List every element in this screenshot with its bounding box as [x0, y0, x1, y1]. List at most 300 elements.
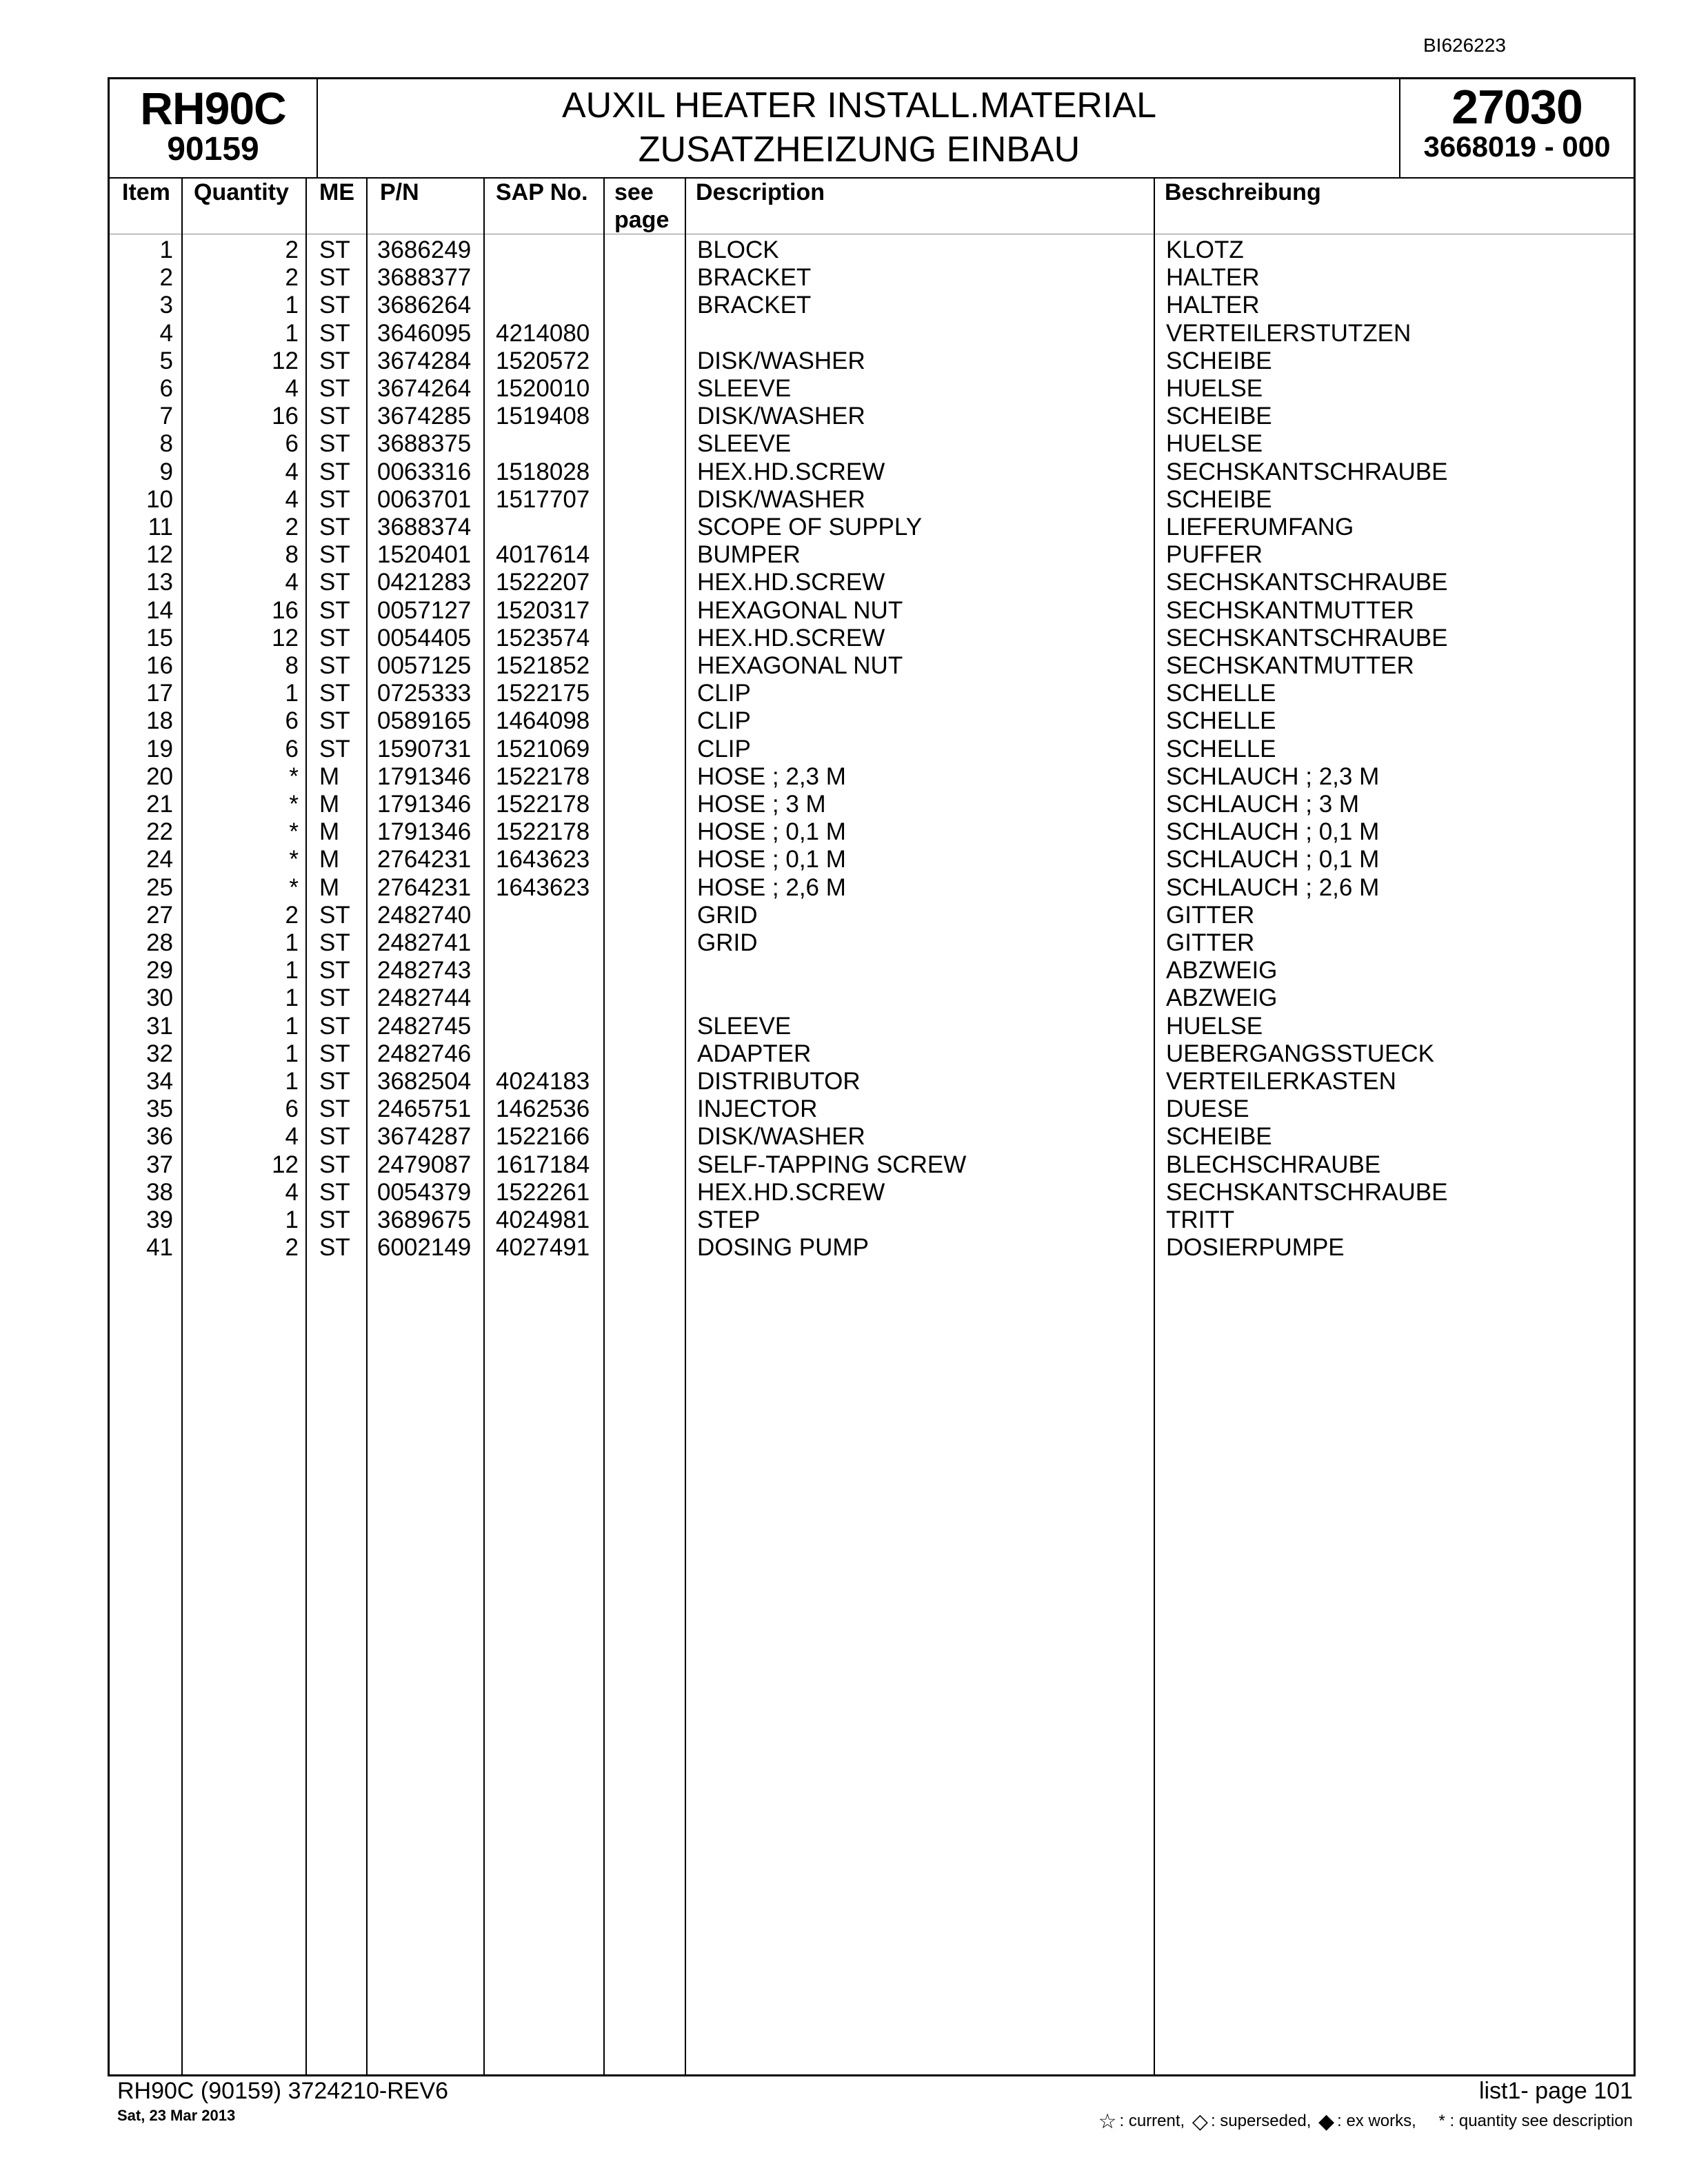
cell-quantity: *	[289, 846, 299, 873]
cell-sap: 1522175	[496, 680, 590, 707]
cell-quantity: 1	[285, 984, 299, 1012]
cell-beschreibung: HALTER	[1166, 292, 1260, 319]
cell-beschreibung: DOSIERPUMPE	[1166, 1234, 1345, 1262]
cell-item: 9	[159, 458, 173, 485]
cell-sap: 4024183	[496, 1068, 590, 1095]
cell-pn: 2482744	[377, 984, 472, 1012]
cell-description: BRACKET	[697, 264, 812, 292]
cell-me: ST	[319, 1234, 350, 1262]
cell-quantity: 4	[285, 458, 299, 485]
cell-sap: 1643623	[496, 873, 590, 901]
cell-quantity: 16	[272, 596, 299, 624]
cell-sap: 1522178	[496, 791, 590, 818]
cell-pn: 3646095	[377, 319, 472, 347]
col-header-sap: SAP No.	[496, 179, 588, 205]
cell-pn: 2764231	[377, 873, 472, 901]
cell-beschreibung: SCHLAUCH ; 3 M	[1166, 791, 1360, 818]
cell-beschreibung: SCHLAUCH ; 2,3 M	[1166, 762, 1380, 790]
cell-me: ST	[319, 1178, 350, 1206]
cell-sap: 1520010	[496, 375, 590, 402]
cell-quantity: 2	[285, 901, 299, 929]
cell-sap: 1464098	[496, 707, 590, 735]
cell-item: 32	[146, 1040, 173, 1067]
cell-sap: 1522207	[496, 569, 590, 596]
cell-pn: 1590731	[377, 735, 472, 762]
cell-description: CLIP	[697, 707, 751, 735]
cell-beschreibung: SECHSKANTMUTTER	[1166, 596, 1414, 624]
cell-pn: 3686264	[377, 292, 472, 319]
cell-item: 31	[146, 1012, 173, 1040]
cell-quantity: 1	[285, 1206, 299, 1233]
table-row	[110, 707, 1634, 735]
table-row	[110, 1040, 1634, 1068]
table-row	[110, 486, 1634, 514]
cell-me: ST	[319, 458, 350, 485]
cell-item: 20	[146, 762, 173, 790]
cell-item: 14	[146, 596, 173, 624]
cell-pn: 0589165	[377, 707, 472, 735]
cell-me: ST	[319, 403, 350, 430]
cell-me: ST	[319, 292, 350, 319]
table-row	[110, 320, 1634, 347]
model-number: 90159	[167, 131, 259, 168]
title-german: ZUSATZHEIZUNG EINBAU	[638, 130, 1081, 170]
cell-pn: 2465751	[377, 1095, 472, 1123]
cell-beschreibung: SCHEIBE	[1166, 403, 1272, 430]
cell-description: BUMPER	[697, 541, 801, 569]
cell-description: HOSE ; 3 M	[697, 791, 826, 818]
cell-beschreibung: SCHEIBE	[1166, 1123, 1272, 1151]
cell-item: 10	[146, 485, 173, 513]
cell-beschreibung: SCHEIBE	[1166, 485, 1272, 513]
cell-pn: 0057125	[377, 652, 472, 679]
table-row	[110, 292, 1634, 319]
cell-me: ST	[319, 680, 350, 707]
col-header-pn: P/N	[380, 179, 419, 205]
cell-description: SELF-TAPPING SCREW	[697, 1151, 967, 1178]
cell-beschreibung: LIEFERUMFANG	[1166, 514, 1354, 540]
model-name: RH90C	[140, 83, 286, 134]
table-row	[110, 458, 1634, 486]
cell-item: 17	[146, 680, 173, 707]
cell-item: 27	[146, 901, 173, 929]
cell-sap: 1520572	[496, 347, 590, 374]
cell-beschreibung: SECHSKANTSCHRAUBE	[1166, 569, 1448, 596]
table-row	[110, 902, 1634, 929]
cell-pn: 1791346	[377, 818, 472, 846]
cell-quantity: 1	[285, 680, 299, 707]
cell-item: 11	[148, 514, 173, 540]
cell-sap: 4027491	[496, 1234, 590, 1262]
cell-me: ST	[319, 347, 350, 374]
table-row	[110, 791, 1634, 818]
cell-pn: 3688377	[377, 264, 472, 292]
cell-item: 13	[146, 569, 173, 596]
cell-me: ST	[319, 735, 350, 762]
cell-beschreibung: ABZWEIG	[1166, 984, 1278, 1012]
cell-beschreibung: PUFFER	[1166, 541, 1263, 569]
cell-description: BLOCK	[697, 236, 779, 263]
table-row	[110, 984, 1634, 1012]
legend-quantity: * : quantity see description	[1438, 2112, 1633, 2130]
cell-item: 22	[146, 818, 173, 846]
cell-description: HEX.HD.SCREW	[697, 569, 885, 596]
cell-item: 2	[159, 264, 173, 292]
table-row	[110, 264, 1634, 292]
cell-item: 25	[146, 873, 173, 901]
cell-pn: 1791346	[377, 791, 472, 818]
cell-pn: 2764231	[377, 846, 472, 873]
cell-beschreibung: SECHSKANTSCHRAUBE	[1166, 1178, 1448, 1206]
cell-item: 4	[159, 319, 173, 347]
cell-quantity: 12	[272, 347, 299, 374]
cell-description: DISK/WASHER	[697, 1123, 865, 1151]
table-row	[110, 236, 1634, 264]
cell-sap: 1522166	[496, 1123, 590, 1151]
table-row	[110, 1151, 1634, 1179]
cell-beschreibung: SCHLAUCH ; 0,1 M	[1166, 846, 1380, 873]
cell-description: HEXAGONAL NUT	[697, 596, 903, 624]
cell-beschreibung: TRITT	[1166, 1206, 1235, 1233]
table-row	[110, 597, 1634, 625]
drawing-number: 3668019 - 000	[1423, 130, 1611, 163]
cell-item: 38	[146, 1178, 173, 1206]
cell-quantity: *	[289, 818, 299, 846]
cell-pn: 0054405	[377, 624, 472, 651]
star-outline-icon: ☆	[1098, 2110, 1117, 2133]
cell-description: DISK/WASHER	[697, 347, 865, 374]
cell-item: 18	[146, 707, 173, 735]
footer-date: Sat, 23 Mar 2013	[117, 2107, 236, 2124]
table-row	[110, 569, 1634, 596]
cell-me: ST	[319, 514, 350, 540]
cell-description: HEX.HD.SCREW	[697, 1178, 885, 1206]
cell-quantity: 16	[272, 403, 299, 430]
cell-pn: 3674264	[377, 375, 472, 402]
cell-quantity: 1	[285, 292, 299, 319]
cell-quantity: 1	[285, 1012, 299, 1040]
diamond-outline-icon: ◇	[1192, 2110, 1208, 2133]
header-block	[110, 79, 1634, 179]
diamond-filled-icon: ◆	[1318, 2110, 1335, 2133]
cell-quantity: 8	[285, 652, 299, 679]
cell-beschreibung: HUELSE	[1166, 430, 1263, 458]
cell-quantity: 6	[285, 707, 299, 735]
cell-quantity: 8	[285, 541, 299, 569]
legend-superseded: : superseded,	[1210, 2112, 1312, 2130]
cell-pn: 3688375	[377, 430, 472, 458]
cell-item: 30	[146, 984, 173, 1012]
cell-description: SLEEVE	[697, 1012, 792, 1040]
model-block	[110, 79, 318, 177]
cell-pn: 0054379	[377, 1178, 472, 1206]
cell-description: HEX.HD.SCREW	[697, 458, 885, 485]
title-english: AUXIL HEATER INSTALL.MATERIAL	[561, 85, 1157, 125]
cell-me: ST	[319, 1151, 350, 1178]
cell-description: INJECTOR	[697, 1095, 818, 1123]
cell-description: STEP	[697, 1206, 761, 1233]
table-row	[110, 652, 1634, 680]
cell-me: M	[319, 818, 340, 846]
cell-item: 15	[146, 624, 173, 651]
cell-description: HOSE ; 0,1 M	[697, 818, 846, 846]
table-row	[110, 514, 1634, 541]
cell-beschreibung: GITTER	[1166, 901, 1255, 929]
legend-current: : current,	[1119, 2112, 1185, 2130]
cell-description: HEXAGONAL NUT	[697, 652, 903, 679]
group-block	[1399, 79, 1634, 177]
table-row	[110, 929, 1634, 957]
cell-me: ST	[319, 430, 350, 458]
cell-quantity: 12	[272, 624, 299, 651]
table-row	[110, 818, 1634, 846]
cell-me: ST	[319, 1012, 350, 1040]
table-row	[110, 846, 1634, 873]
table-row	[110, 736, 1634, 763]
cell-quantity: *	[289, 873, 299, 901]
cell-item: 1	[159, 236, 173, 263]
table-row	[110, 625, 1634, 652]
col-header-item: Item	[122, 179, 170, 205]
cell-me: ST	[319, 264, 350, 292]
table-row	[110, 403, 1634, 430]
cell-me: M	[319, 846, 340, 873]
cell-item: 39	[146, 1206, 173, 1233]
cell-quantity: 1	[285, 319, 299, 347]
cell-quantity: 4	[285, 375, 299, 402]
cell-beschreibung: SCHELLE	[1166, 680, 1276, 707]
col-header-see-page: see page	[614, 179, 670, 233]
cell-sap: 1517707	[496, 485, 590, 513]
table-row	[110, 957, 1634, 984]
cell-me: M	[319, 762, 340, 790]
cell-sap: 1522178	[496, 762, 590, 790]
parts-list-frame	[108, 77, 1636, 2076]
cell-sap: 4024981	[496, 1206, 590, 1233]
cell-item: 34	[146, 1068, 173, 1095]
cell-pn: 1520401	[377, 541, 472, 569]
table-row	[110, 1123, 1634, 1151]
cell-beschreibung: ABZWEIG	[1166, 957, 1278, 984]
cell-description: SLEEVE	[697, 375, 792, 402]
cell-quantity: *	[289, 791, 299, 818]
cell-description: DISK/WASHER	[697, 485, 865, 513]
cell-description: CLIP	[697, 735, 751, 762]
cell-beschreibung: SECHSKANTMUTTER	[1166, 652, 1414, 679]
cell-description: DISK/WASHER	[697, 403, 865, 430]
cell-quantity: 1	[285, 929, 299, 956]
cell-description: HEX.HD.SCREW	[697, 624, 885, 651]
col-header-me: ME	[319, 179, 354, 205]
cell-sap: 1522178	[496, 818, 590, 846]
cell-description: DISTRIBUTOR	[697, 1068, 861, 1095]
group-number: 27030	[1451, 80, 1582, 134]
cell-pn: 0421283	[377, 569, 472, 596]
cell-beschreibung: SCHEIBE	[1166, 347, 1272, 374]
cell-quantity: 2	[285, 1234, 299, 1262]
cell-item: 35	[146, 1095, 173, 1123]
cell-quantity: 6	[285, 735, 299, 762]
cell-pn: 6002149	[377, 1234, 472, 1262]
cell-pn: 3674285	[377, 403, 472, 430]
cell-me: ST	[319, 1206, 350, 1233]
cell-quantity: 6	[285, 1095, 299, 1123]
cell-quantity: 12	[272, 1151, 299, 1178]
column-header-row	[110, 177, 1634, 234]
cell-pn: 3674287	[377, 1123, 472, 1151]
cell-quantity: 4	[285, 1178, 299, 1206]
cell-pn: 2482741	[377, 929, 472, 956]
cell-description: GRID	[697, 929, 758, 956]
cell-me: ST	[319, 375, 350, 402]
table-row	[110, 874, 1634, 902]
table-row	[110, 1234, 1634, 1262]
cell-me: ST	[319, 1123, 350, 1151]
cell-quantity: 1	[285, 1068, 299, 1095]
cell-me: ST	[319, 1095, 350, 1123]
cell-quantity: 2	[285, 236, 299, 263]
cell-description: HOSE ; 2,3 M	[697, 762, 846, 790]
col-header-quantity: Quantity	[194, 179, 289, 205]
cell-pn: 0725333	[377, 680, 472, 707]
cell-me: ST	[319, 901, 350, 929]
legend-ex-works: : ex works,	[1337, 2112, 1416, 2130]
cell-description: GRID	[697, 901, 758, 929]
cell-pn: 2482746	[377, 1040, 472, 1067]
table-row	[110, 541, 1634, 569]
cell-beschreibung: SECHSKANTSCHRAUBE	[1166, 624, 1448, 651]
cell-sap: 1643623	[496, 846, 590, 873]
cell-item: 3	[159, 292, 173, 319]
table-row	[110, 763, 1634, 791]
cell-pn: 2482743	[377, 957, 472, 984]
cell-pn: 3689675	[377, 1206, 472, 1233]
cell-me: ST	[319, 1068, 350, 1095]
cell-item: 37	[146, 1151, 173, 1178]
cell-pn: 2482740	[377, 901, 472, 929]
cell-beschreibung: SECHSKANTSCHRAUBE	[1166, 458, 1448, 485]
cell-item: 6	[159, 375, 173, 402]
cell-beschreibung: UEBERGANGSSTUECK	[1166, 1040, 1434, 1067]
cell-sap: 4214080	[496, 319, 590, 347]
cell-quantity: 2	[285, 264, 299, 292]
table-row	[110, 1179, 1634, 1206]
table-row	[110, 375, 1634, 403]
symbol-legend	[1096, 2110, 1633, 2134]
cell-item: 29	[146, 957, 173, 984]
cell-item: 7	[159, 403, 173, 430]
cell-pn: 3686249	[377, 236, 472, 263]
cell-sap: 1522261	[496, 1178, 590, 1206]
cell-me: ST	[319, 984, 350, 1012]
cell-beschreibung: SCHELLE	[1166, 735, 1276, 762]
cell-sap: 1519408	[496, 403, 590, 430]
cell-beschreibung: SCHLAUCH ; 2,6 M	[1166, 873, 1380, 901]
cell-beschreibung: SCHELLE	[1166, 707, 1276, 735]
table-row	[110, 1095, 1634, 1123]
cell-item: 21	[146, 791, 173, 818]
cell-beschreibung: VERTEILERSTUTZEN	[1166, 319, 1411, 347]
footer-page-number: list1- page 101	[1478, 2078, 1633, 2104]
cell-me: ST	[319, 929, 350, 956]
cell-quantity: 2	[285, 514, 299, 540]
cell-description: SLEEVE	[697, 430, 792, 458]
cell-me: ST	[319, 957, 350, 984]
cell-item: 19	[146, 735, 173, 762]
cell-quantity: 1	[285, 1040, 299, 1067]
cell-sap: 1521852	[496, 652, 590, 679]
cell-beschreibung: SCHLAUCH ; 0,1 M	[1166, 818, 1380, 846]
cell-pn: 3682504	[377, 1068, 472, 1095]
cell-pn: 3688374	[377, 514, 472, 540]
cell-me: ST	[319, 707, 350, 735]
footer-reference: RH90C (90159) 3724210-REV6	[117, 2078, 449, 2104]
cell-item: 8	[159, 430, 173, 458]
cell-pn: 1791346	[377, 762, 472, 790]
cell-sap: 1520317	[496, 596, 590, 624]
cell-me: ST	[319, 596, 350, 624]
cell-item: 24	[146, 846, 173, 873]
cell-quantity: 4	[285, 485, 299, 513]
cell-item: 41	[146, 1234, 173, 1262]
cell-pn: 0063316	[377, 458, 472, 485]
cell-description: BRACKET	[697, 292, 812, 319]
cell-sap: 4017614	[496, 541, 590, 569]
title-block	[316, 79, 1402, 177]
cell-description: DOSING PUMP	[697, 1234, 869, 1262]
cell-description: HOSE ; 2,6 M	[697, 873, 846, 901]
cell-item: 5	[159, 347, 173, 374]
cell-pn: 0057127	[377, 596, 472, 624]
cell-sap: 1462536	[496, 1095, 590, 1123]
cell-beschreibung: HUELSE	[1166, 375, 1263, 402]
cell-beschreibung: BLECHSCHRAUBE	[1166, 1151, 1381, 1178]
cell-sap: 1523574	[496, 624, 590, 651]
cell-me: ST	[319, 319, 350, 347]
cell-item: 28	[146, 929, 173, 956]
cell-me: ST	[319, 569, 350, 596]
table-row	[110, 347, 1634, 375]
cell-pn: 3674284	[377, 347, 472, 374]
cell-item: 36	[146, 1123, 173, 1151]
table-row	[110, 1013, 1634, 1040]
cell-beschreibung: VERTEILERKASTEN	[1166, 1068, 1396, 1095]
cell-beschreibung: KLOTZ	[1166, 236, 1244, 263]
cell-quantity: 1	[285, 957, 299, 984]
table-row	[110, 430, 1634, 458]
cell-pn: 2482745	[377, 1012, 472, 1040]
cell-beschreibung: DUESE	[1166, 1095, 1249, 1123]
cell-beschreibung: GITTER	[1166, 929, 1255, 956]
cell-quantity: 4	[285, 1123, 299, 1151]
cell-me: M	[319, 873, 340, 901]
table-row	[110, 1206, 1634, 1234]
cell-quantity: *	[289, 762, 299, 790]
cell-quantity: 4	[285, 569, 299, 596]
cell-description: ADAPTER	[697, 1040, 812, 1067]
cell-me: ST	[319, 485, 350, 513]
cell-me: ST	[319, 1040, 350, 1067]
cell-quantity: 6	[285, 430, 299, 458]
cell-item: 16	[146, 652, 173, 679]
cell-beschreibung: HUELSE	[1166, 1012, 1263, 1040]
cell-me: ST	[319, 541, 350, 569]
cell-item: 12	[146, 541, 173, 569]
table-row	[110, 1068, 1634, 1095]
cell-pn: 2479087	[377, 1151, 472, 1178]
cell-beschreibung: HALTER	[1166, 264, 1260, 292]
cell-description: HOSE ; 0,1 M	[697, 846, 846, 873]
